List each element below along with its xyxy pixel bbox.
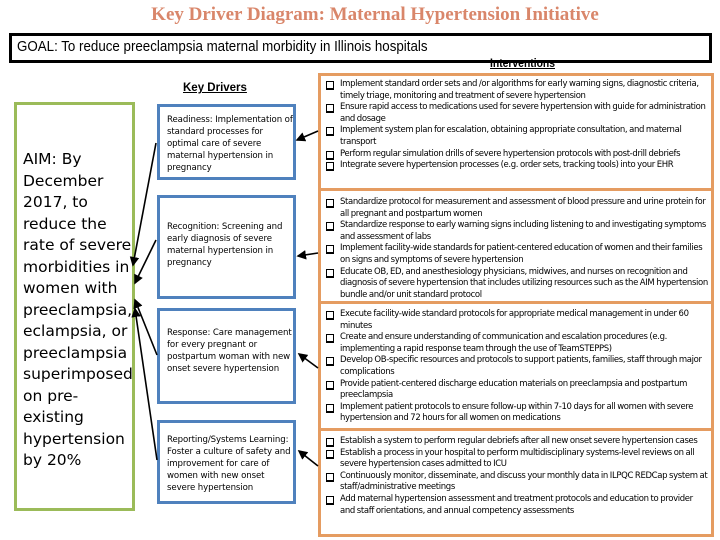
checkbox-icon [326,162,334,171]
checkbox-icon [326,438,334,447]
intervention-item: Develop OB-specific resources and protocols to support patients, families, staff through major complications [326,355,708,378]
interventions-box-reporting [318,428,714,537]
intervention-item: Establish a process in your hospital to perform multidisciplinary systems-level reviews on all severe hypertension cases admitted to ICU [326,448,708,471]
intervention-item: Standardize protocol for measurement and assessment of blood pressure and urine protein for all pregnant and postpartum women [326,197,708,220]
arrow-response-to-aim [135,300,157,355]
aim-box [14,102,135,511]
checkbox-icon [326,104,334,113]
arrow-int2-to-recognition [298,253,318,256]
checkbox-icon [326,245,334,254]
intervention-item: Add maternal hypertension assessment and treatment protocols and education to provider and staff orientations, and annual competency assessments [326,494,708,517]
intervention-item: Educate OB, ED, and anesthesiology physicians, midwives, and nurses on recognition and diagnosis of severe hypertension that includes utilizing resources such as the AIM hypertension bundle and/or unit standard protocol [326,267,708,302]
intervention-item: Implement standard order sets and /or algorithms for early warning signs, diagnostic criteria, timely triage, monitoring and treatment of severe hypertension [326,79,708,102]
key-drivers-header: Key Drivers [183,82,247,94]
interventions-box-response [318,301,714,431]
diagram-title: Key Driver Diagram: Maternal Hypertension Initiative [151,4,599,25]
checkbox-icon [326,357,334,366]
arrow-int3-to-response [299,354,318,368]
checkbox-icon [326,381,334,390]
checkbox-icon [326,450,334,459]
goal-text: GOAL: To reduce preeclampsia maternal morbidity in Illinois hospitals [17,39,428,55]
arrow-int1-to-readiness [297,131,318,140]
arrow-readiness-to-aim [133,143,156,265]
checkbox-icon [326,151,334,160]
interventions-header: Interventions [490,58,555,70]
goal-box [9,33,712,63]
intervention-item: Provide patient-centered discharge education materials on preeclampsia and postpartum preeclampsia [326,379,708,402]
checkbox-icon [326,473,334,482]
arrow-reporting-to-aim [135,309,157,460]
arrow-int4-to-reporting [299,451,318,466]
intervention-item: Implement facility-wide standards for patient-centered education of women and their families on signs and symptoms of severe hypertension [326,243,708,266]
checkbox-icon [326,199,334,208]
arrow-recognition-to-aim [135,240,156,283]
intervention-item: Establish a system to perform regular debriefs after all new onset severe hypertension cases [326,436,708,448]
intervention-item: Implement patient protocols to ensure follow-up within 7-10 days for all women with severe hypertension and 72 hours for all women on medications [326,402,708,425]
driver-text: Readiness: Implementation of standard processes for optimal care of severe maternal hypertension in pregnancy [167,115,293,173]
aim-text: AIM: By December 2017, to reduce the rate of severe morbidities in women with preeclampsia, eclampsia, or preeclampsia superimposed on pre-existing hypertension by 20% [23,150,133,469]
checkbox-icon [326,127,334,136]
driver-box-recognition [157,195,296,299]
checkbox-icon [326,334,334,343]
driver-text: Response: Care management for every pregnant or postpartum woman with new onset severe hypertension [167,328,292,374]
intervention-item: Create and ensure understanding of communication and escalation procedures (e.g. implementing a rapid response team through the use of TeamSTEPPS) [326,332,708,355]
checkbox-icon [326,269,334,278]
intervention-item: Integrate severe hypertension processes (e.g. order sets, tracking tools) into your EHR [326,160,708,172]
interventions-box-readiness [318,73,714,191]
driver-box-reporting [157,420,296,504]
intervention-item: Standardize response to early warning signs including listening to and investigating symptoms and assessment of labs [326,220,708,243]
intervention-item: Perform regular simulation drills of severe hypertension protocols with post-drill debriefs [326,149,708,161]
intervention-item: Implement system plan for escalation, obtaining appropriate consultation, and maternal transport [326,125,708,148]
intervention-item: Execute facility-wide standard protocols for appropriate medical management in under 60 minutes [326,309,708,332]
interventions-box-recognition [318,188,714,304]
driver-text: Reporting/Systems Learning: Foster a culture of safety and improvement for care of women with new onset severe hypertension [167,435,291,493]
checkbox-icon [326,81,334,90]
checkbox-icon [326,222,334,231]
intervention-item: Ensure rapid access to medications used for severe hypertension with guide for administration and dosage [326,102,708,125]
checkbox-icon [326,404,334,413]
checkbox-icon [326,311,334,320]
intervention-item: Continuously monitor, disseminate, and discuss your monthly data in ILPQC REDCap system at staff/administrative meetings [326,471,708,494]
driver-box-readiness [157,104,296,180]
checkbox-icon [326,496,334,505]
driver-box-response [157,308,296,404]
driver-text: Recognition: Screening and early diagnosis of severe maternal hypertension in pregnancy [167,222,283,268]
